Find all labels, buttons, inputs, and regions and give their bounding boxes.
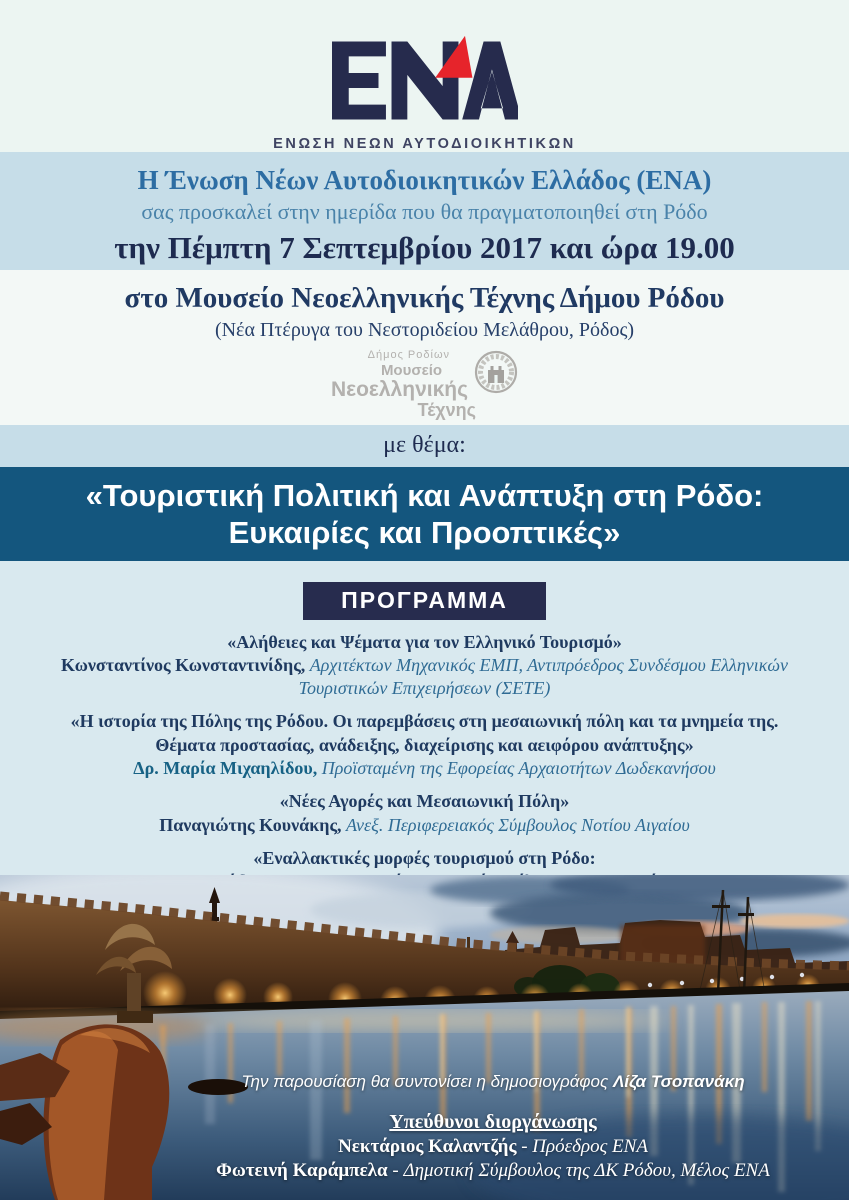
talk-title-line: «Η ιστορία της Πόλης της Ρόδου. Οι παρεμβάσεις στη μεσαιωνική πόλη και τα μνημεία της. — [70, 711, 779, 732]
ena-logo-icon — [332, 34, 518, 127]
organizer-name: Νεκτάριος Καλαντζής — [338, 1136, 517, 1157]
ena-logo-subtitle: ΕΝΩΣΗ ΝΕΩΝ ΑΥΤΟΔΙΟΙΚΗΤΙΚΩΝ — [273, 136, 576, 152]
venue-name: στο Μουσείο Νεοελληνικής Τέχνης Δήμου Ρόδου — [124, 282, 725, 314]
talk-speaker-line — [25, 814, 825, 837]
program-section — [0, 561, 849, 875]
program-header-badge: ΠΡΟΓΡΑΜΜΑ — [303, 582, 546, 620]
photo-text-overlay — [140, 875, 846, 1200]
organizer-line — [140, 1136, 846, 1158]
organizer-separator: - — [516, 1136, 533, 1157]
venue-detail: (Νέα Πτέρυγα του Νεστοριδείου Μελάθρου, Ρόδος) — [214, 319, 635, 341]
organizer-role: Δημοτική Σύμβουλος της ΔΚ Ρόδου, Μέλος ΕΝΑ — [403, 1160, 770, 1181]
museum-logo — [0, 350, 849, 419]
ena-logo — [332, 34, 518, 127]
talk-title: «Νέες Αγορές και Μεσαιωνική Πόλη» — [279, 791, 570, 812]
program-item — [0, 790, 849, 836]
program-item — [0, 631, 849, 700]
museum-word-1: Μουσείο — [380, 362, 443, 379]
speaker-name: Δρ. Μαρία Μιχαηλίδου, — [133, 758, 318, 779]
theme-title-line-1: «Τουριστική Πολιτική και Ανάπτυξη στη Ρόδο: — [85, 478, 764, 513]
organizer-name: Φωτεινή Καράμπελα — [216, 1160, 388, 1181]
venue-section — [0, 270, 849, 425]
talk-speaker-line — [25, 757, 825, 780]
organizer-role: Πρόεδρος ΕΝΑ — [532, 1136, 648, 1157]
organizer-separator: - — [387, 1160, 404, 1181]
museum-logo-text — [330, 349, 477, 420]
invitation-band — [0, 152, 849, 270]
speaker-name: Παναγιώτης Κουνάκης, — [159, 814, 342, 835]
presenter-line — [140, 1072, 846, 1092]
invitation-text: σας προσκαλεί στην ημερίδα που θα πραγματοποιηθεί στη Ρόδο — [141, 199, 708, 224]
theme-intro: με θέμα: — [383, 432, 466, 458]
theme-title-line-2: Ευκαιρίες και Προοπτικές» — [228, 514, 621, 550]
talk-title — [0, 710, 849, 757]
speaker-role: Ανεξ. Περιφερειακός Σύμβουλος Νοτίου Αιγαίου — [346, 814, 690, 835]
header-section — [0, 0, 849, 152]
speaker-role: Προϊσταμένη της Εφορείας Αρχαιοτήτων Δωδεκανήσου — [321, 758, 716, 779]
theme-band — [0, 467, 849, 561]
event-datetime: την Πέμπτη 7 Σεπτεμβρίου 2017 και ώρα 19.00 — [114, 230, 735, 265]
museum-word-3: Τέχνης — [417, 400, 477, 420]
talk-title-line: Θέματα προστασίας, ανάδειξης, διαχείρισης και αειφόρου ανάπτυξης» — [155, 734, 694, 755]
museum-municipality: Δήμος Ροδίων — [367, 349, 451, 361]
speaker-role: Αρχιτέκτων Μηχανικός ΕΜΠ, Αντιπρόεδρος Συνδέσμου Ελληνικών Τουριστικών Επιχειρήσεων (ΣΕΤΕ) — [298, 655, 788, 699]
presenter-name: Λίζα Τσοπανάκη — [612, 1072, 745, 1091]
castle-emblem-icon — [474, 350, 518, 394]
organizers-title: Υπεύθυνοι διοργάνωσης — [389, 1111, 597, 1133]
museum-word-2: Νεοελληνικής — [330, 378, 469, 401]
talk-speaker-line — [25, 654, 825, 700]
presenter-prefix: Την παρουσίαση θα συντονίσει η δημοσιογράφος — [241, 1072, 613, 1091]
organization-name: Η Ένωση Νέων Αυτοδιοικητικών Ελλάδος (ΕΝΑ) — [137, 165, 712, 195]
speaker-name: Κωνσταντίνος Κωνσταντινίδης, — [61, 655, 306, 676]
talk-title-line: «Εναλλακτικές μορφές τουρισμού στη Ρόδο: — [253, 847, 596, 868]
theme-intro-band — [0, 425, 849, 467]
program-item — [0, 710, 849, 780]
organizer-line — [140, 1160, 846, 1182]
talk-title: «Αλήθειες και Ψέματα για τον Ελληνικό Τουρισμό» — [227, 632, 622, 652]
harbor-photo-section — [0, 875, 849, 1200]
